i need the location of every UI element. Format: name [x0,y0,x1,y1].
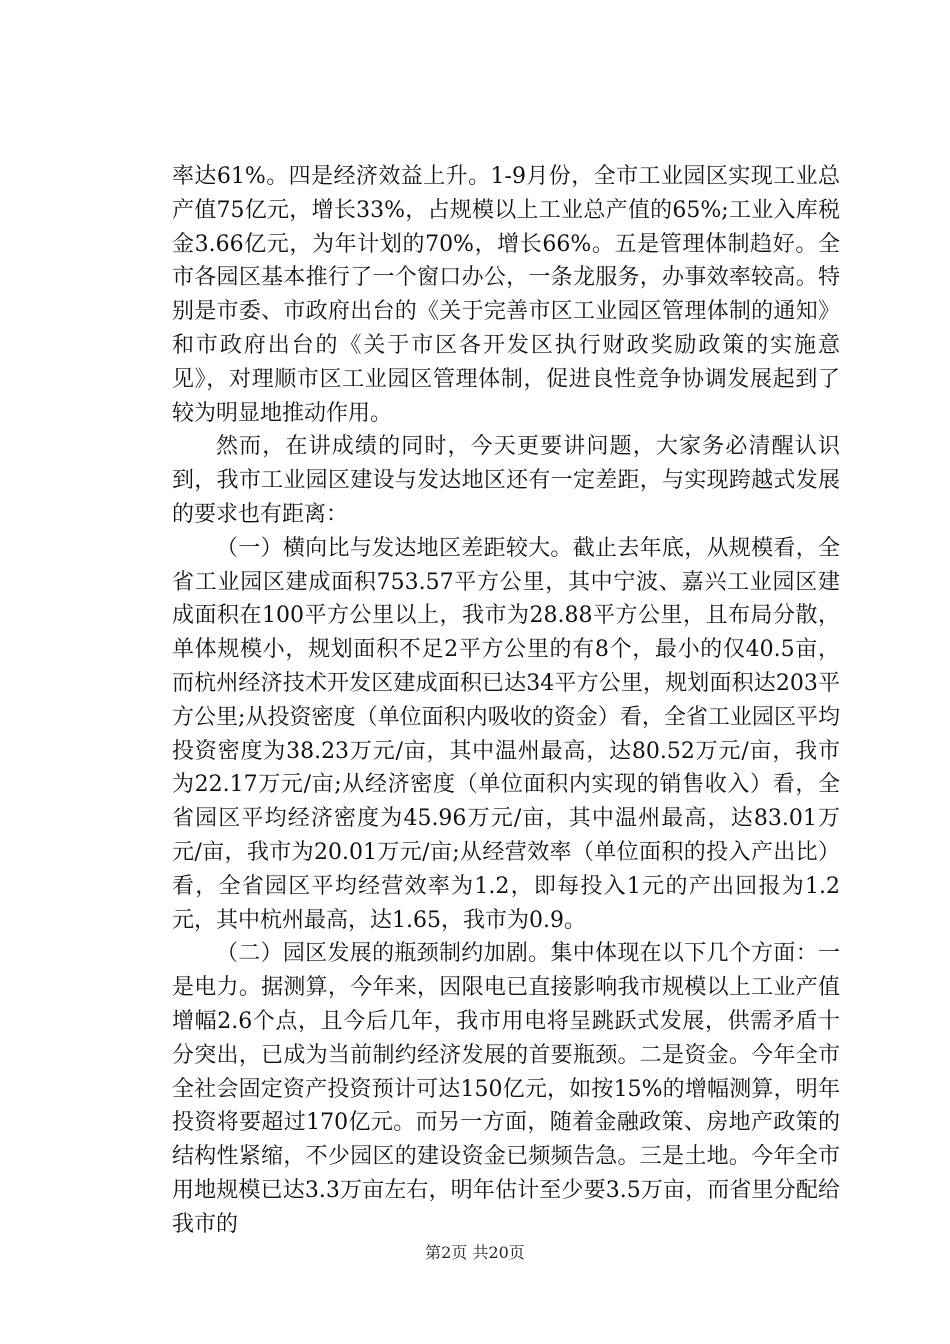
page-number-footer: 第2页 共20页 [425,1243,525,1262]
paragraph-1: 率达61%。四是经济效益上升。1-9月份，全市工业园区实现工业总产值75亿元，增长33%，占规模以上工业总产值的65%;工业入库税金3.66亿元，为年计划的70%，增长66%。五是管理体制趋好。全市各园区基本推行了一个窗口办公，一条龙服务，办事效率较高。特别是市委、市政府出台的《关于完善市区工业园区管理体制的通知》和市政府出台的《关于市区各开发区执行财政奖励政策的实施意见》，对理顺市区工业园区管理体制，促进良性竞争协调发展起到了较为明显地推动作用。 [172,164,840,426]
document-body [172,160,840,1242]
paragraph-4: （二）园区发展的瓶颈制约加剧。集中体现在以下几个方面：一是电力。据测算，今年来，因限电已直接影响我市规模以上工业产值增幅2.6个点，且今后几年，我市用电将呈跳跃式发展，供需矛盾十分突出，已成为当前制约经济发展的首要瓶颈。二是资金。今年全市全社会固定资产投资预计可达150亿元，如按15%的增幅测算，明年投资将要超过170亿元。而另一方面，随着金融政策、房地产政策的结构性紧缩，不少园区的建设资金已频频告急。三是土地。今年全市用地规模已达3.3万亩左右，明年估计至少要3.5万亩，而省里分配给我市的 [172,941,840,1237]
paragraph-2: 然而，在讲成绩的同时，今天更要讲问题，大家务必清醒认识到，我市工业园区建设与发达地区还有一定差距，与实现跨越式发展的要求也有距离： [172,434,840,527]
paragraph-3: （一）横向比与发达地区差距较大。截止去年底，从规模看，全省工业园区建成面积753.57平方公里，其中宁波、嘉兴工业园区建成面积在100平方公里以上，我市为28.88平方公里，且布局分散，单体规模小，规划面积不足2平方公里的有8个，最小的仅40.5亩，而杭州经济技术开发区建成面积已达34平方公里，规划面积达203平方公里;从投资密度（单位面积内吸收的资金）看，全省工业园区平均投资密度为38.23万元/亩，其中温州最高，达80.52万元/亩，我市为22.17万元/亩;从经济密度（单位面积内实现的销售收入）看，全省园区平均经济密度为45.96万元/亩，其中温州最高，达83.01万元/亩，我市为20.01万元/亩;从经营效率（单位面积的投入产出比）看，全省园区平均经营效率为1.2，即每投入1元的产出回报为1.2元，其中杭州最高，达1.65，我市为0.9。 [172,535,840,933]
